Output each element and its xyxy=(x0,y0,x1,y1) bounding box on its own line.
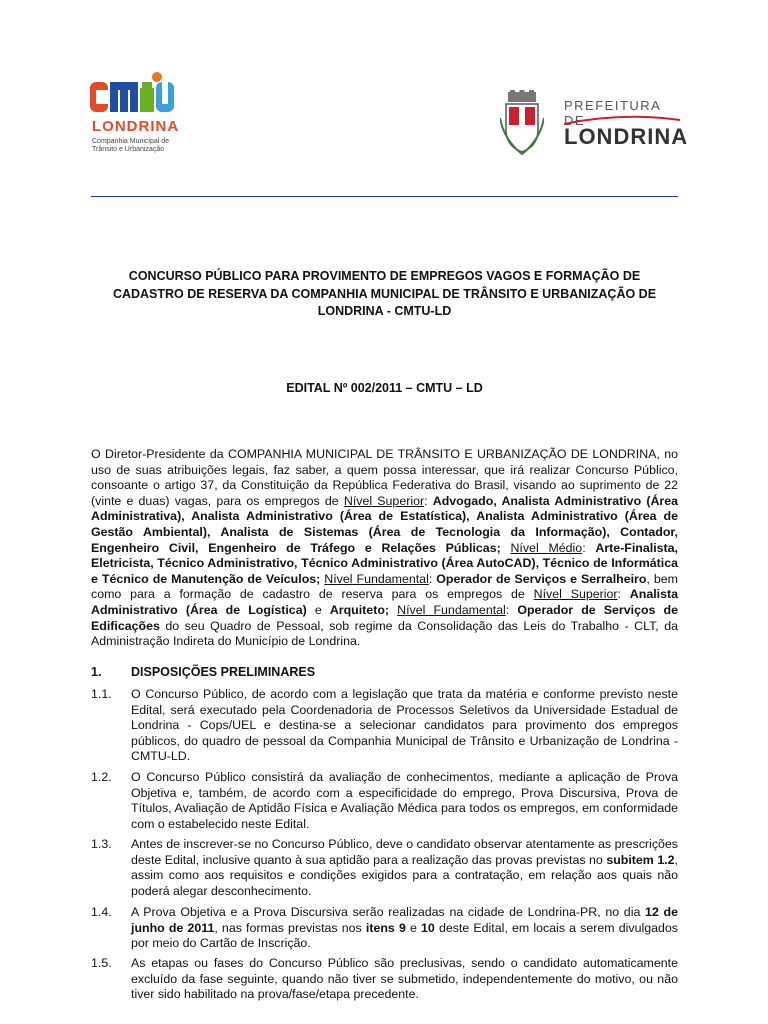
title-line-1: CONCURSO PÚBLICO PARA PROVIMENTO DE EMPREGOS VAGOS E FORMAÇÃO DE xyxy=(128,269,641,283)
item-number: 1.4. xyxy=(91,905,112,919)
header-divider xyxy=(91,196,678,197)
item-text-a: Antes de inscrever-se no Concurso Público, deve o candidato observar atentamente as prescrições deste Edital, inclusive quanto à sua aptidão para a realização das provas previstas no xyxy=(131,837,678,867)
edital-number: EDITAL Nº 002/2011 – CMTU – LD xyxy=(286,381,483,395)
intro-space-1 xyxy=(501,541,511,555)
cmtu-logo-dot xyxy=(152,72,162,82)
item-text: O Concurso Público, de acordo com a legislação que trata da matéria e conforme previsto neste Edital, será executado pela Coordenadoria de Processos Seletivos da Universidade Estadual de Londrina - Cops/UEL e destina-se a selecionar candidatos para provimento dos empregos públicos, do quadro de pessoal da Companhia Municipal de Trânsito e Urbanização de Londrina - CMTU-LD. xyxy=(131,687,678,764)
item-1-2 xyxy=(91,770,678,832)
item-text-c: e xyxy=(405,920,422,935)
nivel-superior-label-2: Nível Superior xyxy=(533,587,618,602)
item-number: 1.5. xyxy=(91,956,112,970)
arquiteto-position: Arquiteto; xyxy=(329,602,390,617)
cmtu-logo-word: LONDRINA xyxy=(92,118,180,135)
item-1-4 xyxy=(91,905,678,951)
intro-text-3: do seu Quadro de Pessoal, sob regime da Consolidação das Leis do Trabalho - CLT, da Administração Indireta do Município de Londrina. xyxy=(91,618,678,649)
intro-colon-3: : xyxy=(428,571,437,586)
nivel-medio-label: Nível Médio xyxy=(510,540,583,555)
document-title xyxy=(91,268,678,321)
medio-positions-list: Arte-Finalista, Eletricista, Técnico Administrativo, Técnico Administrativo (Área AutoCAD), Técnico de Informática e Técnico de Manutenção de Veículos; xyxy=(91,540,678,586)
item-bold-c: 10 xyxy=(421,920,435,935)
intro-and: e xyxy=(306,602,330,617)
title-line-3: LONDRINA - CMTU-LD xyxy=(317,304,452,318)
intro-colon-1: : xyxy=(424,493,433,508)
city-crest-icon xyxy=(500,90,544,156)
section-title: DISPOSIÇÕES PRELIMINARES xyxy=(131,665,316,679)
item-text xyxy=(131,905,678,952)
item-text-d: deste Edital, em locais a serem divulgados por meio do Cartão de Inscrição. xyxy=(131,920,678,951)
item-1-1 xyxy=(91,687,678,765)
intro-colon-2: : xyxy=(582,540,596,555)
item-1-3 xyxy=(91,837,678,899)
cmtu-subtitle-line1: Companhia Municipal de xyxy=(92,138,170,145)
intro-text-1: O Diretor-Presidente da COMPANHIA MUNICIPAL DE TRÂNSITO E URBANIZAÇÃO DE LONDRINA, no uso de suas atribuições legais, faz saber, a quem possa interessar, que irá realizar Concurso Público, consoante o artigo 37, da Constituição da República Federativa do Brasil, visando ao suprimento de 22 (vinte e duas) vagas, para os empregos de xyxy=(91,447,678,508)
item-bold-b: itens 9 xyxy=(365,920,406,935)
intro-text-2: , bem como para a formação de cadastro de reserva para os empregos de xyxy=(91,571,678,602)
cmtu-logo xyxy=(90,72,190,160)
section-1-heading xyxy=(91,665,678,679)
nivel-fundamental-label: Nível Fundamental xyxy=(324,571,429,586)
item-number: 1.2. xyxy=(91,770,112,784)
item-text: As etapas ou fases do Concurso Público são preclusivas, sendo o candidato automaticamente excluído da fase seguinte, quando não tiver se submetido, independentemente do motivo, ou não tiver sido habilitado na prova/fase/etapa precedente. xyxy=(131,956,678,1002)
superior-positions-list: Advogado, Analista Administrativo (Área Administrativa), Analista Administrativo (Área de Estatística), Analista Administrativo (Área de Gestão Ambiental), Analista de Sistemas (Área de Tecnologia da Informação), Contador, Engenheiro Civil, Engenheiro de Tráfego e Relações Públicas; xyxy=(91,493,678,555)
item-1-5 xyxy=(91,956,678,1002)
prefeitura-city-name: LONDRINA xyxy=(564,124,689,149)
prefeitura-label: PREFEITURA DE xyxy=(564,98,661,128)
intro-colon-5: : xyxy=(505,602,518,617)
item-bold-a: subitem 1.2 xyxy=(606,852,675,867)
item-text-b: , nas formas previstas nos xyxy=(214,920,366,935)
title-line-2: CADASTRO DE RESERVA DA COMPANHIA MUNICIPAL DE TRÂNSITO E URBANIZAÇÃO DE xyxy=(112,286,657,301)
nivel-fundamental-label-2: Nível Fundamental xyxy=(397,602,506,617)
item-text: O Concurso Público consistirá da avaliação de conhecimentos, mediante a aplicação de Prova Objetiva e, também, de acordo com a especificidade do emprego, Prova Discursiva, Prova de Títulos, Avaliação de Aptidão Física e Avaliação Médica para todos os empregos, em conformidade com o estabelecido neste Edital. xyxy=(131,770,678,831)
intro-paragraph xyxy=(91,447,678,650)
item-number: 1.1. xyxy=(91,687,112,701)
reserva-superior-position: Analista Administrativo (Área de Logística) xyxy=(91,587,678,617)
item-text-a: A Prova Objetiva e a Prova Discursiva serão realizadas na cidade de Londrina-PR, no dia xyxy=(131,905,646,919)
item-bold-a: 12 de junho de 2011 xyxy=(131,905,678,935)
section-number: 1. xyxy=(91,665,102,679)
intro-space-3 xyxy=(389,603,397,617)
cmtu-logo-letters xyxy=(90,80,176,114)
item-number: 1.3. xyxy=(91,837,112,851)
prefeitura-logo xyxy=(500,90,689,156)
item-text xyxy=(131,837,678,899)
cmtu-logo-subtitle xyxy=(92,138,192,154)
item-text-b: , assim como aos requisitos e condições exigidos para a contratação, em relação aos quais não poderá alegar desconhecimento. xyxy=(131,852,678,898)
nivel-superior-label: Nível Superior xyxy=(343,493,425,508)
fundamental-positions-list: Operador de Serviços e Serralheiro xyxy=(436,571,647,586)
reserva-fundamental-position: Operador de Serviços de Edificações xyxy=(91,602,679,633)
intro-colon-4: : xyxy=(617,587,630,602)
cmtu-subtitle-line2: Trânsito e Urbanização xyxy=(92,146,165,153)
